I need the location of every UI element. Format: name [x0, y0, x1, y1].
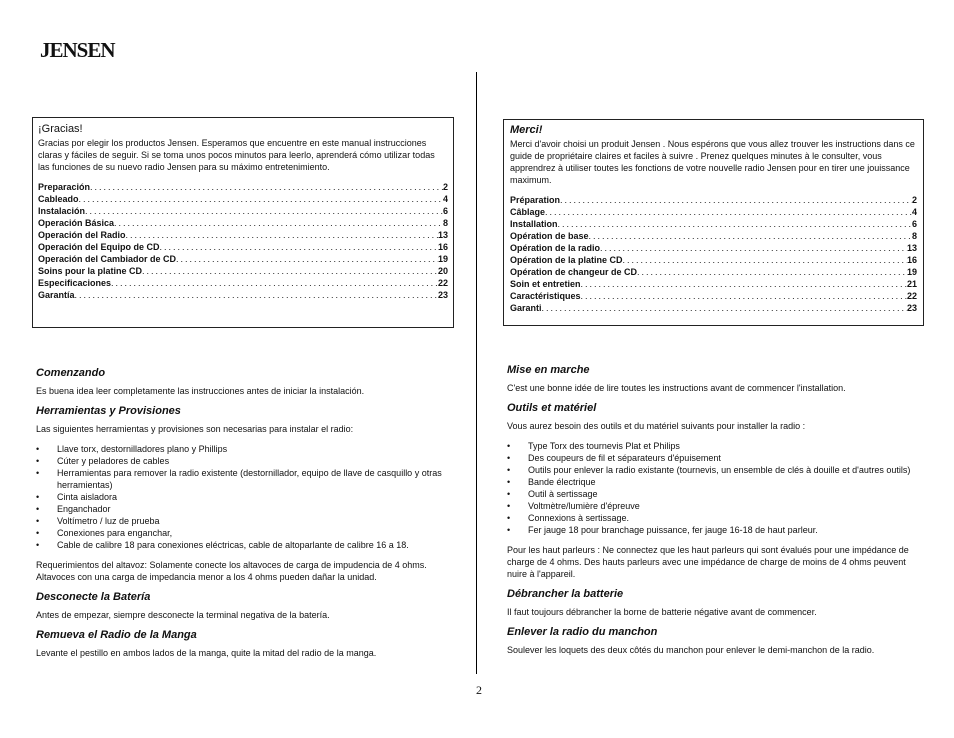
toc-entry [510, 290, 917, 302]
toc-leader-dots [600, 242, 907, 254]
spanish-toc-list [38, 181, 448, 301]
toc-entry [510, 242, 917, 254]
toc-entry-page: 22 [437, 278, 448, 288]
toc-entry [510, 302, 917, 314]
toc-leader-dots [85, 205, 443, 217]
toc-entry-label: Cableado [38, 194, 79, 204]
page-number: 2 [476, 683, 482, 697]
toc-leader-dots [558, 218, 912, 230]
bullet-item: • Enganchador [36, 503, 454, 515]
section-text: Antes de empezar, siempre desconecte la terminal negativa de la batería. [36, 610, 330, 620]
toc-entry-label: Preparación [38, 182, 91, 192]
toc-entry-page: 23 [437, 290, 448, 300]
toc-entry-label: Instalación [38, 206, 86, 216]
toc-leader-dots [79, 193, 443, 205]
toc-entry [38, 265, 448, 277]
french-column [507, 364, 922, 664]
section-heading: Débrancher la batterie [507, 588, 624, 600]
toc-entry [38, 181, 448, 193]
section-text: Vous aurez besoin des outils et du matériel suivants pour installer la radio : [507, 421, 806, 431]
toc-entry-label: Caractéristiques [510, 291, 581, 301]
toc-entry-label: Operación del Cambiador de CD [38, 254, 177, 264]
french-box-title: Merci! [510, 124, 543, 136]
toc-leader-dots [637, 266, 907, 278]
section-heading: Mise en marche [507, 364, 590, 376]
toc-leader-dots [581, 290, 907, 302]
toc-leader-dots [126, 229, 438, 241]
bullet-item: • Fer jauge 18 pour branchage puissance, fer jauge 16-18 de haut parleur. [507, 524, 922, 536]
bullet-item: • Cinta aisladora [36, 491, 454, 503]
toc-entry [38, 277, 448, 289]
toc-entry [510, 206, 917, 218]
section-heading: Comenzando [36, 367, 106, 379]
toc-entry-label: Opération de la radio [510, 243, 601, 253]
toc-entry [38, 217, 448, 229]
section-heading: Enlever la radio du manchon [507, 626, 658, 638]
bullet-item: • Bande électrique [507, 476, 922, 488]
toc-entry-label: Câblage [510, 207, 546, 217]
toc-entry-page: 2 [442, 182, 448, 192]
spanish-toc-box [32, 117, 454, 328]
bullet-item: • Type Torx des tournevis Plat et Philips [507, 440, 922, 452]
bullet-item: • Cúter y peladores de cables [36, 455, 454, 467]
toc-entry [510, 230, 917, 242]
french-toc-box [503, 119, 924, 326]
toc-leader-dots [90, 181, 443, 193]
toc-entry-label: Operación del Equipo de CD [38, 242, 160, 252]
toc-entry-page: 13 [437, 230, 448, 240]
bullet-item: • Voltmètre/lumière d'épreuve [507, 500, 922, 512]
bullet-item: • Des coupeurs de fil et séparateurs d'épuisement [507, 452, 922, 464]
bullet-item: • Outils pour enlever la radio existante (tournevis, un ensemble de clés à douille et d'autres outils) [507, 464, 922, 476]
section-heading: Herramientas y Provisiones [36, 405, 181, 417]
toc-entry [510, 266, 917, 278]
section-text: Soulever les loquets des deux côtés du manchon pour enlever le demi-manchon de la radio. [507, 645, 875, 655]
section-heading: Desconecte la Batería [36, 591, 151, 603]
bullet-item: • Llave torx, destornilladores plano y Phillips [36, 443, 454, 455]
bullet-item: • Herramientas para remover la radio existente (destornillador, equipo de llave de casquillo y otras herramientas) [36, 467, 454, 491]
toc-leader-dots [623, 254, 907, 266]
toc-entry-page: 22 [906, 291, 917, 301]
toc-entry-label: Especificaciones [38, 278, 112, 288]
toc-entry-page: 8 [911, 231, 917, 241]
toc-leader-dots [75, 289, 438, 301]
toc-entry [38, 241, 448, 253]
toc-entry-label: Garantía [38, 290, 75, 300]
toc-entry-label: Installation [510, 219, 558, 229]
toc-entry-label: Opération de base [510, 231, 589, 241]
toc-leader-dots [114, 217, 443, 229]
toc-entry-page: 13 [906, 243, 917, 253]
toc-entry-page: 19 [437, 254, 448, 264]
toc-entry-label: Opération de la platine CD [510, 255, 623, 265]
toc-entry [38, 253, 448, 265]
toc-leader-dots [545, 206, 912, 218]
jensen-logo: JENSEN [40, 38, 115, 62]
section-text: Es buena idea leer completamente las instrucciones antes de iniciar la instalación. [36, 386, 365, 396]
toc-entry-page: 21 [906, 279, 917, 289]
french-box-intro: Merci d'avoir choisi un produit Jensen . Nous espérons que vous allez trouver les instructions dans ce guide de propriétaire claires et faciles à suivre . Prenez quelques minutes à le consulter, vous apprendrez à utiliser toutes les fonctions de votre nouvelle radio Jensen pour en tirer une jouissance maximum. [510, 139, 915, 185]
section-heading: Outils et matériel [507, 402, 597, 414]
toc-entry-page: 8 [442, 218, 448, 228]
section-text: Las siguientes herramientas y provisiones son necesarias para instalar el radio: [36, 424, 354, 434]
toc-entry-page: 4 [442, 194, 448, 204]
toc-entry [510, 194, 917, 206]
toc-entry-page: 6 [911, 219, 917, 229]
toc-entry-label: Operación Básica [38, 218, 115, 228]
bullet-item: • Connexions à sertissage. [507, 512, 922, 524]
toc-entry [38, 193, 448, 205]
toc-entry [510, 278, 917, 290]
section-text: C'est une bonne idée de lire toutes les instructions avant de commencer l'installation. [507, 383, 846, 393]
toc-entry-label: Soins pour la platine CD [38, 266, 143, 276]
toc-entry [38, 229, 448, 241]
toc-entry-label: Préparation [510, 195, 561, 205]
bullet-item: • Voltímetro / luz de prueba [36, 515, 454, 527]
toc-entry-page: 16 [906, 255, 917, 265]
section-text: Levante el pestillo en ambos lados de la manga, quite la mitad del radio de la manga. [36, 648, 377, 658]
toc-leader-dots [160, 241, 438, 253]
toc-entry [510, 218, 917, 230]
toc-entry-page: 19 [906, 267, 917, 277]
toc-entry-page: 4 [911, 207, 917, 217]
spanish-column [36, 367, 454, 667]
toc-leader-dots [589, 230, 912, 242]
toc-entry-page: 2 [911, 195, 917, 205]
bullet-item: • Cable de calibre 18 para conexiones eléctricas, cable de altoparlante de calibre 16 a 18. [36, 539, 454, 551]
toc-entry-label: Opération de changeur de CD [510, 267, 638, 277]
toc-entry-page: 23 [906, 303, 917, 313]
toc-entry-page: 20 [437, 266, 448, 276]
tools-list [507, 440, 922, 536]
toc-leader-dots [142, 265, 438, 277]
bullet-item: • Conexiones para enganchar, [36, 527, 454, 539]
speaker-note: Pour les haut parleurs : Ne connectez que les haut parleurs qui sont évalués pour une impédance de charge de 4 ohms. Des hauts parleurs avec une impédance de charge de moins de 4 ohms peuvent nuire à l'appareil. [507, 545, 909, 579]
tools-list [36, 443, 454, 551]
toc-entry-page: 16 [437, 242, 448, 252]
column-divider [476, 72, 477, 674]
toc-leader-dots [111, 277, 438, 289]
toc-entry [510, 254, 917, 266]
toc-leader-dots [560, 194, 912, 206]
toc-entry-label: Operación del Radio [38, 230, 126, 240]
section-heading: Remueva el Radio de la Manga [36, 629, 197, 641]
french-toc-list [510, 194, 917, 314]
toc-entry [38, 289, 448, 301]
spanish-box-intro: Gracias por elegir los productos Jensen. Esperamos que encuentre en este manual instrucciones claras y fáciles de seguir. Si se toma unos pocos minutos para leerlo, aprenderá cómo utilizar todas las funciones de su nuevo radio Jensen para su máximo entretenimiento. [38, 138, 435, 172]
toc-leader-dots [581, 278, 907, 290]
speaker-note: Requerimientos del altavoz: Solamente conecte los altavoces de carga de impudencia de 4 ohms. Altavoces con una carga de impedancia menor a los 4 ohms pueden dañar la unidad. [36, 560, 427, 582]
toc-entry-label: Garanti [510, 303, 542, 313]
toc-leader-dots [176, 253, 438, 265]
spanish-box-title: ¡Gracias! [38, 123, 83, 135]
toc-leader-dots [542, 302, 907, 314]
section-text: Il faut toujours débrancher la borne de batterie négative avant de commencer. [507, 607, 817, 617]
toc-entry-page: 6 [442, 206, 448, 216]
bullet-item: • Outil à sertissage [507, 488, 922, 500]
toc-entry [38, 205, 448, 217]
toc-entry-label: Soin et entretien [510, 279, 581, 289]
